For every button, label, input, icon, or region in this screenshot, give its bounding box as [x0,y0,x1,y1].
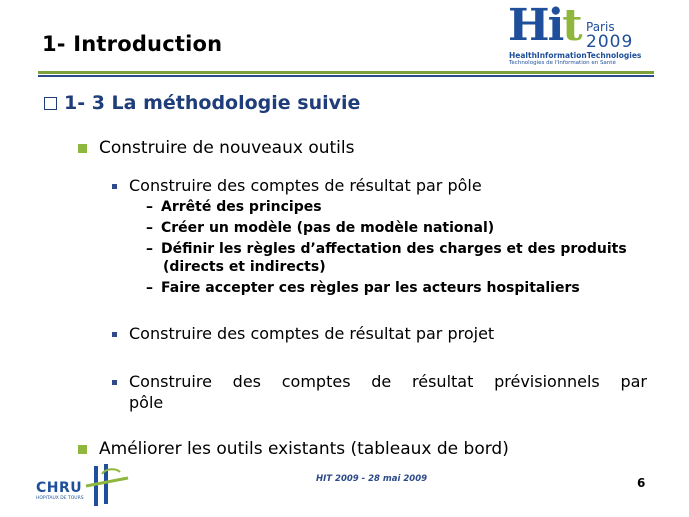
bullet-level2: Construire des comptes de résultat par projet [112,324,647,343]
bullet-level1: Améliorer les outils existants (tableaux de bord) [78,439,509,459]
hit-logo-year: 2009 [586,32,634,52]
bullet-level2: Construire des comptes de résultat par pôle [112,176,647,195]
hit-logo-mark: Hit [508,0,581,51]
hit-logo-city: Paris [586,20,615,34]
chru-logo-text: CHRU [36,480,83,496]
checkbox-bullet-icon [44,97,57,110]
hit-logo-tagline: HealthInformationTechnologies [509,51,642,60]
bullet-level1: Construire de nouveaux outils [78,138,354,158]
bullet-level3: – Faire accepter ces règles par les acteurs hospitaliers [146,280,580,296]
bullet-level3: – Créer un modèle (pas de modèle national) [146,220,495,236]
green-square-bullet-icon [78,144,87,153]
bullet-level3: – Définir les règles d’affectation des charges et des produits [146,241,627,257]
hit-logo-subtagline: Technologies de l'Information en Santé [509,60,616,66]
bullet-level2: Construire des comptes de résultat prévisionnels par [112,372,647,392]
chru-logo-subtext: HOPITAUX DE TOURS [36,496,84,501]
green-square-bullet-icon [78,445,87,454]
bullet-level2-continuation: pôle [129,393,164,412]
bullet-level3: – Arrêté des principes [146,199,322,215]
slide-title: 1- Introduction [42,32,223,56]
blue-square-bullet-icon [112,380,117,385]
chru-tours-logo [36,462,132,508]
hit-paris-2009-logo [508,2,656,68]
section-heading: 1- 3 La méthodologie suivie [44,92,360,114]
bullet-level3-continuation: (directs et indirects) [163,259,326,275]
slide-footer: HIT 2009 - 28 mai 2009 [316,474,428,484]
blue-square-bullet-icon [112,332,117,337]
blue-square-bullet-icon [112,184,117,189]
title-rule-green [38,71,654,74]
title-rule-blue [38,75,654,77]
page-number: 6 [637,476,646,490]
